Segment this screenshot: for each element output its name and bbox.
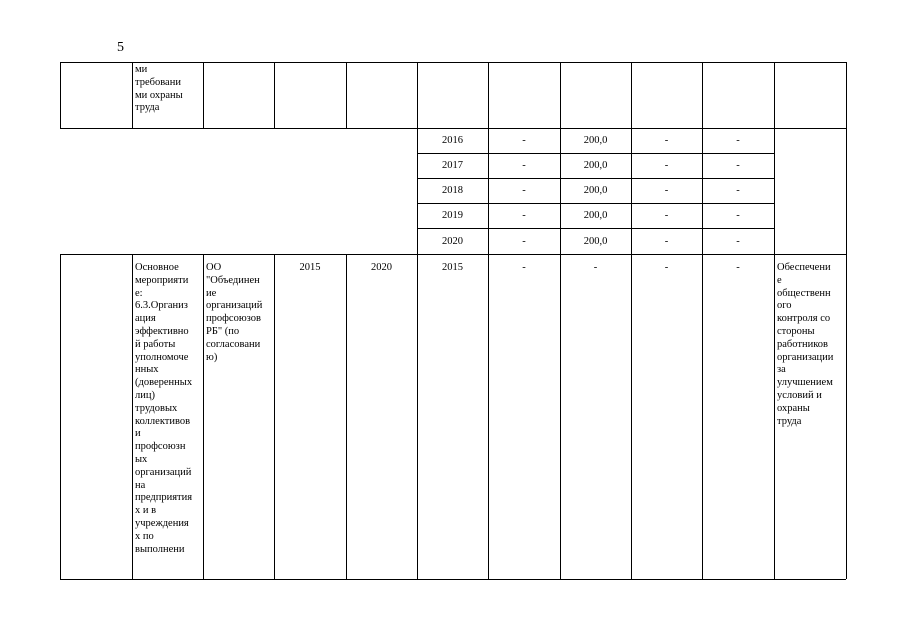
value-cell: - [736,160,740,171]
page-number: 5 [117,40,124,55]
value-cell: - [736,185,740,196]
value-cell: - [664,262,669,273]
responsible-executor: ОО "Объединен ие организаций профсоюзов РБ" (по согласовани ю) [206,262,263,363]
value-cell: 200,0 [583,210,608,221]
year-cell: 2020 [442,236,463,247]
value-cell: - [736,210,740,221]
value-cell: - [593,262,598,273]
value-cell: - [736,262,740,273]
value-cell: - [664,135,669,146]
value-cell: - [522,262,526,273]
expected-result: Обеспечени е общественн ого контроля со стороны работников организации за улучшением условий и охраны труда [777,262,834,427]
end-year: 2020 [371,262,392,273]
value-cell: - [522,210,526,221]
row1-requirements-text: ми требовани ми охраны труда [135,64,183,114]
value-cell: - [522,160,526,171]
year-cell: 2015 [442,262,463,273]
start-year: 2015 [299,262,321,273]
value-cell: 200,0 [583,185,608,196]
value-cell: 200,0 [583,135,608,146]
value-cell: 200,0 [583,160,608,171]
year-cell: 2017 [442,160,463,171]
year-cell: 2016 [442,135,463,146]
year-cell: 2018 [442,185,463,196]
value-cell: - [522,236,526,247]
value-cell: 200,0 [583,236,608,247]
main-activity-description: Основное мероприяти е: 6.3.Организ ация эффективно й работы уполномоче нных (доверенных лиц) трудовых коллективов и профсоюзн ых организаций на предприятия х и в учреждения х по выполнени [135,262,193,555]
value-cell: - [522,135,526,146]
value-cell: - [736,236,740,247]
value-cell: - [664,210,669,221]
year-cell: 2019 [442,210,463,221]
value-cell: - [736,135,740,146]
value-cell: - [522,185,526,196]
value-cell: - [664,185,669,196]
value-cell: - [664,160,669,171]
value-cell: - [664,236,669,247]
